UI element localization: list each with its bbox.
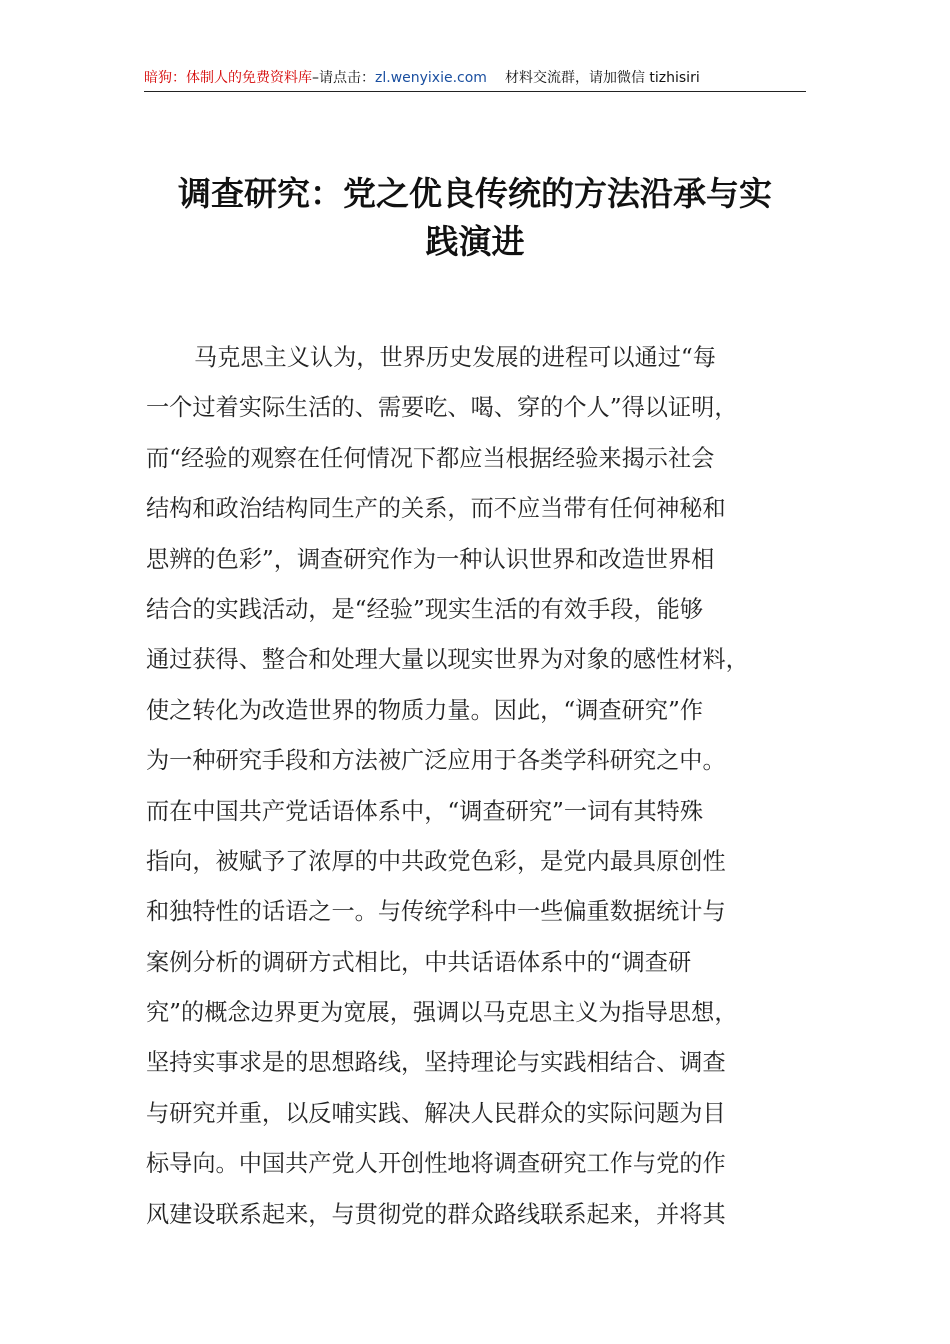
- header-link[interactable]: zl.wenyixie.com: [375, 70, 487, 86]
- body-line: 结合的实践活动，是“经验”现实生活的有效手段，能够: [146, 595, 704, 623]
- page-header: [144, 68, 806, 92]
- header-click-text: –请点击：: [312, 70, 375, 86]
- body-line: 风建设联系起来，与贯彻党的群众路线联系起来，并将其: [146, 1200, 726, 1228]
- title-line: 调查研究：党之优良传统的方法沿承与实: [178, 174, 772, 213]
- body-line: 通过获得、整合和处理大量以现实世界为对象的感性材料，: [146, 646, 749, 674]
- body-line: 而“经验的观察在任何情况下都应当根据经验来揭示社会: [146, 444, 715, 472]
- body-line: 为一种研究手段和方法被广泛应用于各类学科研究之中。: [146, 747, 726, 775]
- body-line: 标导向。中国共产党人开创性地将调查研究工作与党的作: [146, 1150, 726, 1178]
- document-title: [140, 170, 810, 266]
- body-line: 马克思主义认为，世界历史发展的进程可以通过“每: [194, 344, 716, 371]
- header-contact-text: 材料交流群，请加微信 tizhisiri: [504, 70, 700, 86]
- body-line: 和独特性的话语之一。与传统学科中一些偏重数据统计与: [146, 898, 726, 926]
- body-line: 坚持实事求是的思想路线，坚持理论与实践相结合、调查: [146, 1049, 726, 1077]
- title-line: 践演进: [425, 222, 525, 261]
- body-line: 使之转化为改造世界的物质力量。因此，“调查研究”作: [146, 696, 704, 724]
- document-body: [146, 333, 806, 1240]
- body-line: 思辨的色彩”，调查研究作为一种认识世界和改造世界相: [146, 545, 715, 573]
- body-line: 究”的概念边界更为宽展，强调以马克思主义为指导思想，: [146, 999, 738, 1027]
- body-line: 与研究并重，以反哺实践、解决人民群众的实际问题为目: [146, 1099, 726, 1127]
- body-line: 而在中国共产党话语体系中，“调查研究”一词有其特殊: [146, 797, 704, 825]
- body-line: 一个过着实际生活的、需要吃、喝、穿的个人”得以证明，: [146, 394, 738, 422]
- header-promo-text: 暗狗：体制人的免费资料库: [144, 70, 312, 86]
- body-line: 指向，被赋予了浓厚的中共政党色彩，是党内最具原创性: [146, 847, 726, 875]
- body-line: 案例分析的调研方式相比，中共话语体系中的“调查研: [146, 948, 692, 976]
- body-line: 结构和政治结构同生产的关系，而不应当带有任何神秘和: [146, 495, 726, 523]
- header-divider: [144, 91, 806, 92]
